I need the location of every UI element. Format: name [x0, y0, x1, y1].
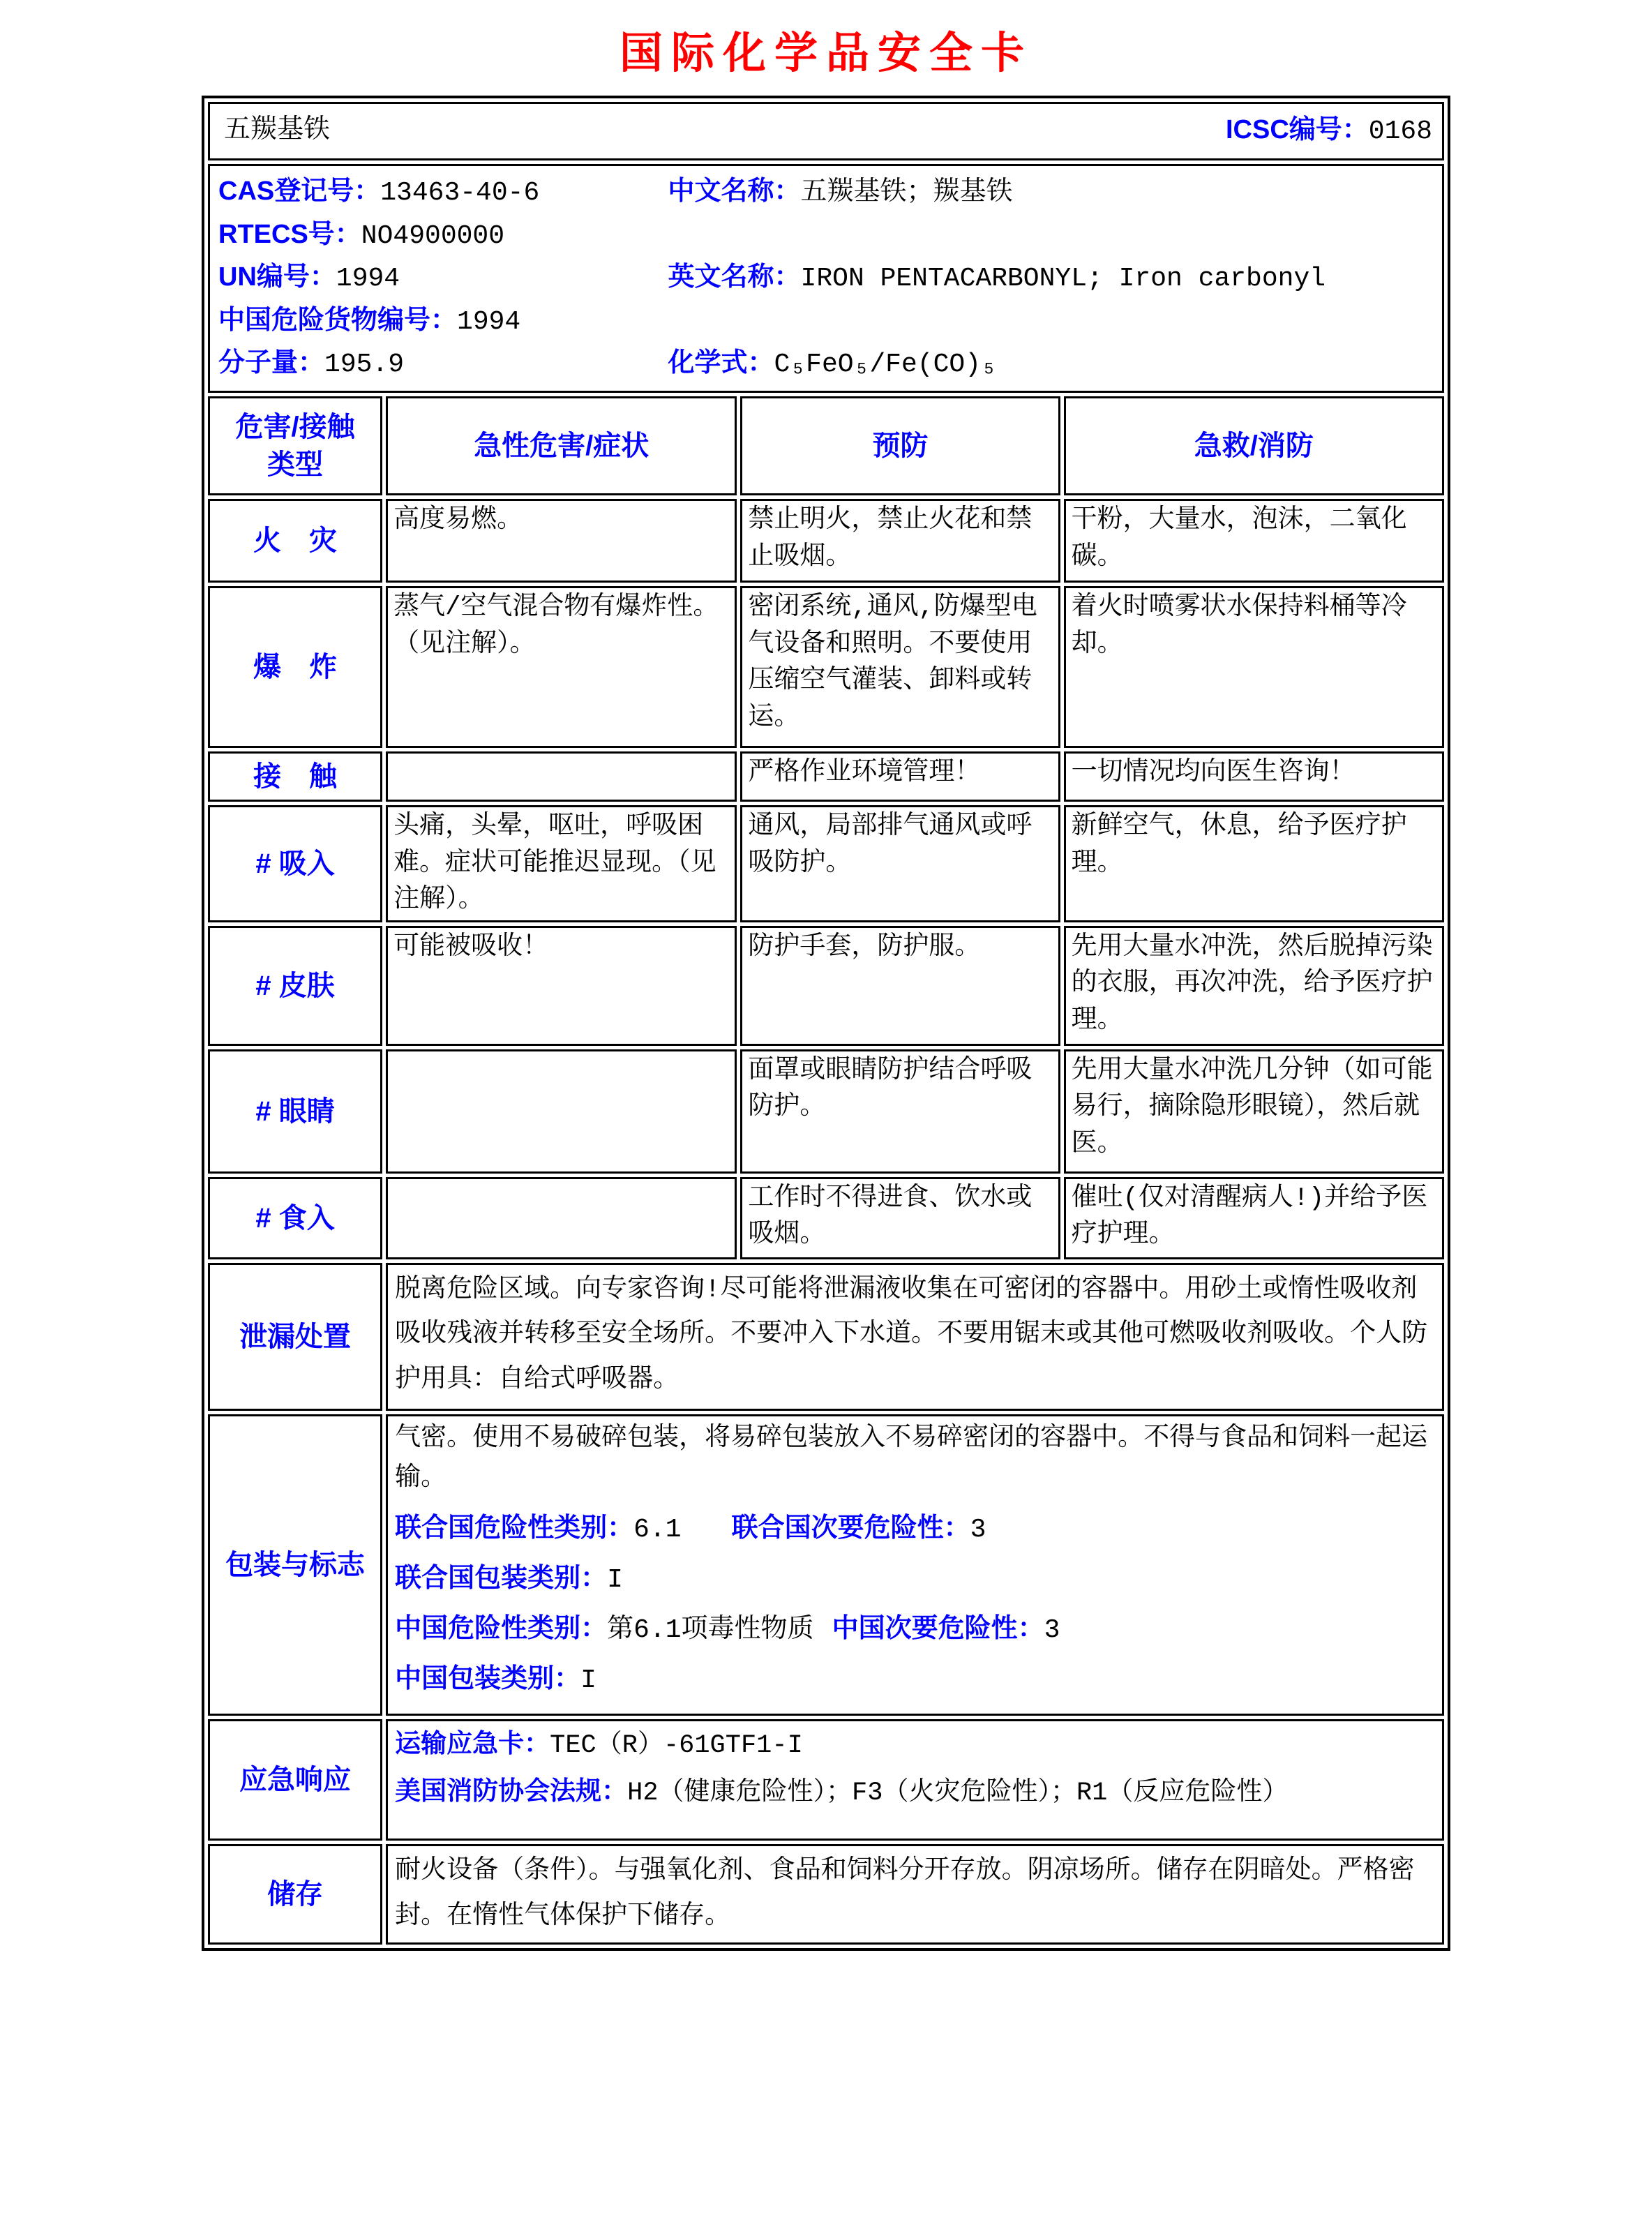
china-subsidiary-risk-value: 3: [1044, 1615, 1060, 1646]
china-packing-group-value: I: [580, 1665, 596, 1696]
china-hazard-class-line: [395, 1610, 1435, 1649]
inhalation-symptoms-cell: 头痛，头晕，呕吐，呼吸困难。症状可能推迟显现。（见注解）。: [386, 805, 737, 922]
page-title: 国际化学品安全卡: [619, 29, 1032, 77]
un-hazard-class-label: 联合国危险性类别：: [395, 1513, 634, 1543]
english-name-label: 英文名称：: [668, 262, 801, 292]
rtecs-number-value: NO4900000: [361, 220, 505, 251]
row-label-fire: 火 灾: [208, 499, 382, 583]
china-subsidiary-risk-label: 中国次要危险性：: [832, 1614, 1044, 1644]
cas-number-value: 13463-40-6: [380, 178, 540, 208]
un-packing-group-line: [395, 1560, 1435, 1599]
substance-name: 五羰基铁: [224, 116, 331, 147]
table-row-eyes: [208, 1049, 1444, 1174]
un-packing-group-label: 联合国包装类别：: [395, 1564, 608, 1594]
chemical-formula-line: [668, 345, 1434, 384]
header-hazard-type-line2: 类型: [267, 449, 324, 480]
explosion-prevention-cell: 密闭系统,通风,防爆型电气设备和照明。不要使用压缩空气灌装、卸料或转运。: [740, 586, 1060, 748]
fire-first-aid-cell: 干粉，大量水，泡沫，二氧化碳。: [1064, 499, 1444, 583]
ingestion-first-aid-cell: 催吐(仅对清醒病人!)并给予医疗护理。: [1064, 1177, 1444, 1259]
eyes-prevention-cell: 面罩或眼睛防护结合呼吸防护。: [740, 1049, 1060, 1174]
inhalation-prevention-cell: 通风，局部排气通风或呼吸防护。: [740, 805, 1060, 922]
ingestion-symptoms-cell: [386, 1177, 737, 1259]
card-header-row: [208, 102, 1444, 160]
un-number-line: [218, 259, 668, 298]
identifiers-row: [208, 164, 1444, 393]
spill-text-cell: 脱离危险区域。向专家咨询!尽可能将泄漏液收集在可密闭的容器中。用砂土或惰性吸收剂吸收残液并转移至安全场所。不要冲入下水道。不要用锯末或其他可燃吸收剂吸收。个人防护用具：自给式呼吸器。: [386, 1263, 1444, 1411]
fire-prevention-cell: 禁止明火，禁止火花和禁止吸烟。: [740, 499, 1060, 583]
row-label-ingestion: # 食入: [208, 1177, 382, 1259]
hazard-table-header-row: [208, 396, 1444, 495]
identifiers-right-column: [668, 173, 1434, 384]
packaging-cell: [386, 1414, 1444, 1716]
cas-number-label: CAS登记号：: [218, 177, 381, 206]
exposure-symptoms-cell: [386, 751, 737, 802]
transport-emergency-card-line: [395, 1724, 1435, 1766]
un-number-label: UN编号：: [218, 262, 336, 292]
storage-text-cell: 耐火设备（条件）。与强氧化剂、食品和饲料分开存放。阴凉场所。储存在阴暗处。严格密封。在惰性气体保护下储存。: [386, 1844, 1444, 1945]
skin-first-aid-cell: 先用大量水冲洗，然后脱掉污染的衣服，再次冲洗，给予医疗护理。: [1064, 926, 1444, 1046]
identifiers-left-column: [218, 173, 668, 384]
nfpa-code-value: H2（健康危险性）；F3（火灾危险性）；R1（反应危险性）: [627, 1778, 1289, 1808]
fire-symptoms-cell: 高度易燃。: [386, 499, 737, 583]
header-prevention: 预防: [740, 396, 1060, 495]
row-label-emergency: 应急响应: [208, 1719, 382, 1841]
un-hazard-class-line: [395, 1510, 1435, 1549]
nfpa-code-line: [395, 1772, 1435, 1813]
table-row-storage: [208, 1844, 1444, 1945]
skin-symptoms-cell: 可能被吸收！: [386, 926, 737, 1046]
icsc-number-group: [1226, 112, 1432, 151]
emergency-cell: [386, 1719, 1444, 1841]
row-label-inhalation: # 吸入: [208, 805, 382, 922]
rtecs-number-label: RTECS号：: [218, 219, 361, 249]
row-label-packaging: 包装与标志: [208, 1414, 382, 1716]
identifiers-cell: [208, 164, 1444, 393]
english-name-line: [668, 259, 1434, 298]
china-hazard-class-label: 中国危险性类别：: [395, 1614, 608, 1644]
table-row-skin: [208, 926, 1444, 1046]
row-label-spill: 泄漏处置: [208, 1263, 382, 1411]
row-label-exposure: 接 触: [208, 751, 382, 802]
explosion-symptoms-cell: 蒸气/空气混合物有爆炸性。（见注解）。: [386, 586, 737, 748]
molecular-weight-label: 分子量：: [218, 348, 325, 377]
transport-emergency-card-label: 运输应急卡：: [395, 1729, 550, 1758]
cas-number-line: [218, 173, 668, 212]
table-row-ingestion: [208, 1177, 1444, 1259]
table-row-inhalation: [208, 805, 1444, 922]
row-label-skin: # 皮肤: [208, 926, 382, 1046]
english-name-value: IRON PENTACARBONYL; Iron carbonyl: [800, 264, 1326, 294]
nfpa-code-label: 美国消防协会法规：: [395, 1776, 628, 1805]
china-hazard-class-value: 第6.1项毒性物质: [607, 1615, 814, 1646]
exposure-first-aid-cell: 一切情况均向医生咨询！: [1064, 751, 1444, 802]
un-hazard-class-value: 6.1: [633, 1515, 682, 1545]
transport-emergency-card-value: TEC（R）-61GTF1-I: [550, 1731, 803, 1761]
row-label-eyes: # 眼睛: [208, 1049, 382, 1174]
eyes-first-aid-cell: 先用大量水冲洗几分钟（如可能易行，摘除隐形眼镜），然后就医。: [1064, 1049, 1444, 1174]
row-label-storage: 储存: [208, 1844, 382, 1945]
icsc-number-label: ICSC编号：: [1225, 115, 1369, 145]
table-row-fire: [208, 499, 1444, 583]
header-acute-hazards: 急性危害/症状: [386, 396, 737, 495]
inhalation-first-aid-cell: 新鲜空气，休息，给予医疗护理。: [1064, 805, 1444, 922]
table-row-emergency: [208, 1719, 1444, 1841]
exposure-prevention-cell: 严格作业环境管理！: [740, 751, 1060, 802]
un-subsidiary-risk-value: 3: [970, 1515, 986, 1545]
china-dg-number-value: 1994: [457, 306, 521, 337]
chemical-formula-value: C₅FeO₅/Fe(CO)₅: [774, 350, 997, 380]
molecular-weight-line: [218, 345, 668, 384]
card-header-cell: [208, 102, 1444, 160]
eyes-symptoms-cell: [386, 1049, 737, 1174]
un-subsidiary-risk-label: 联合国次要危险性：: [731, 1513, 970, 1543]
china-dg-number-label: 中国危险货物编号：: [218, 305, 458, 335]
header-hazard-type-line1: 危害/接触: [235, 412, 355, 442]
packaging-intro-text: 气密。使用不易破碎包装，将易碎包装放入不易碎密闭的容器中。不得与食品和饲料一起运输。: [395, 1423, 1428, 1493]
chinese-name-value: 五羰基铁；羰基铁: [800, 178, 1013, 208]
explosion-first-aid-cell: 着火时喷雾状水保持料桶等冷却。: [1064, 586, 1444, 748]
header-first-aid: 急救/消防: [1064, 396, 1444, 495]
table-row-packaging: [208, 1414, 1444, 1716]
chinese-name-line: [668, 173, 1434, 212]
icsc-card: [202, 96, 1450, 1951]
china-packing-group-label: 中国包装类别：: [395, 1664, 581, 1694]
rtecs-number-line: [218, 216, 668, 255]
skin-prevention-cell: 防护手套，防护服。: [740, 926, 1060, 1046]
molecular-weight-value: 195.9: [324, 350, 405, 380]
china-dg-number-line: [218, 302, 668, 341]
table-row-explosion: [208, 586, 1444, 748]
row-label-explosion: 爆 炸: [208, 586, 382, 748]
un-packing-group-value: I: [607, 1565, 623, 1596]
icsc-number-value: 0168: [1368, 117, 1432, 147]
un-number-value: 1994: [336, 264, 400, 294]
china-packing-group-line: [395, 1661, 1435, 1700]
chinese-name-label: 中文名称：: [668, 177, 801, 206]
chemical-formula-label: 化学式：: [668, 348, 774, 378]
ingestion-prevention-cell: 工作时不得进食、饮水或吸烟。: [740, 1177, 1060, 1259]
table-row-spill: [208, 1263, 1444, 1411]
header-hazard-type: [208, 396, 382, 495]
table-row-exposure: [208, 751, 1444, 802]
